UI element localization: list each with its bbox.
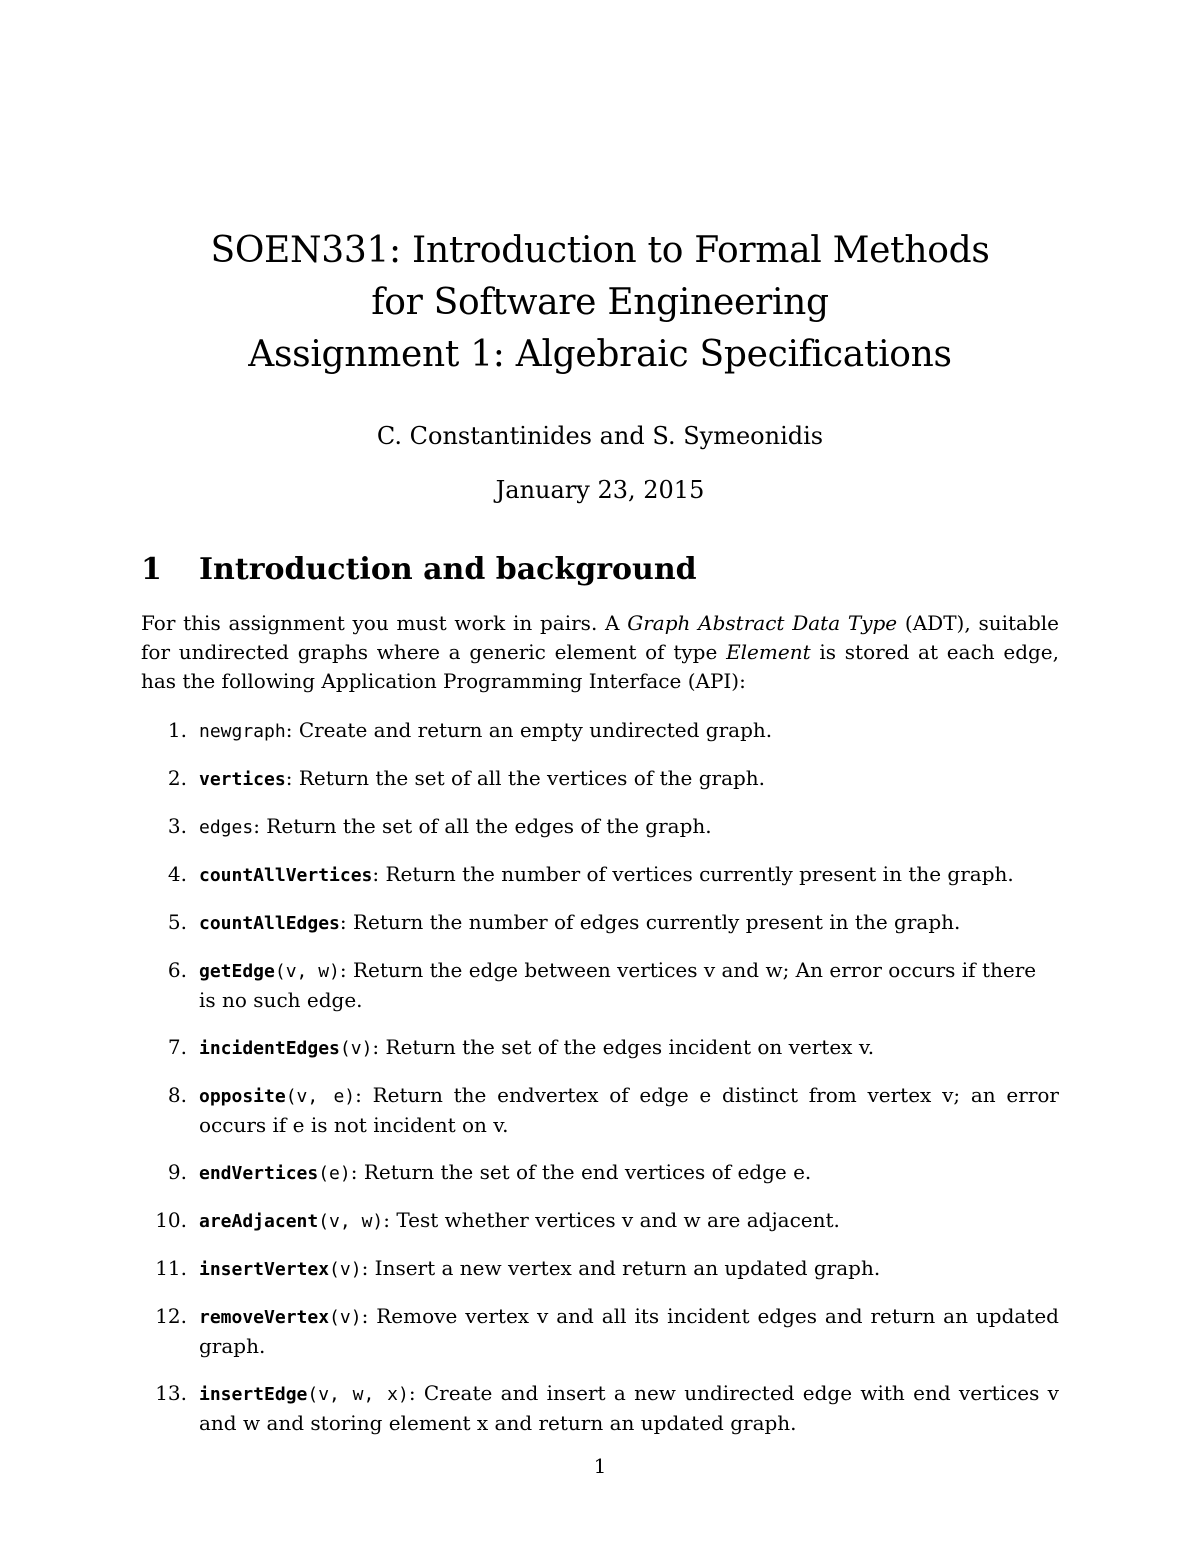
operation-args: (v, e) [285, 1086, 356, 1107]
item-separator: : [361, 1256, 375, 1280]
item-separator: : [383, 1208, 397, 1232]
item-number: 1. [167, 718, 187, 742]
operation-args: (v) [329, 1307, 362, 1328]
list-item [141, 716, 1059, 746]
title-line-3: Assignment 1: Algebraic Specifications [248, 334, 952, 375]
item-number: 7. [167, 1035, 187, 1059]
item-separator: : [361, 1304, 377, 1328]
operation-args: (v, w) [318, 1211, 384, 1232]
operation-name: edges [199, 817, 254, 838]
intro-text-1: For this assignment you must work in pairs. A [141, 611, 628, 635]
item-number: 13. [155, 1381, 187, 1405]
operation-name: newgraph [199, 721, 286, 742]
date: January 23, 2015 [495, 476, 705, 504]
item-separator: : [372, 1035, 386, 1059]
item-description: Return the number of vertices currently present in the graph. [385, 862, 1014, 886]
item-description: Create and insert a new undirected edge with end vertices v and w and storing element x and return an updated graph. [199, 1381, 1059, 1435]
section-number: 1 [141, 552, 162, 587]
item-number: 5. [167, 910, 187, 934]
item-separator: : [372, 862, 386, 886]
page-number: 1 [593, 1454, 607, 1478]
section-title: Introduction and background [199, 552, 697, 587]
operation-name: removeVertex [199, 1307, 330, 1328]
item-description: Create and return an empty undirected graph. [298, 718, 773, 742]
list-item [141, 1302, 1059, 1361]
list-item [141, 956, 1059, 1015]
item-description: Return the set of the end vertices of edge e. [363, 1160, 812, 1184]
item-separator: : [285, 766, 299, 790]
item-description: Return the set of all the vertices of the graph. [298, 766, 766, 790]
item-separator: : [253, 814, 267, 838]
item-number: 8. [167, 1083, 187, 1107]
list-item [141, 908, 1059, 938]
item-description: Return the set of all the edges of the graph. [266, 814, 712, 838]
item-number: 6. [167, 958, 187, 982]
list-item [141, 1081, 1059, 1140]
item-description: Return the edge between vertices v and w; An error occurs if there is no such edge. [199, 958, 1037, 1012]
list-item [141, 860, 1059, 890]
operation-args: (v, w, x) [307, 1384, 409, 1405]
item-description: Remove vertex v and all its incident edges and return an updated graph. [199, 1304, 1059, 1358]
item-number: 11. [155, 1256, 187, 1280]
intro-text-3: is stored at each edge, has the following Application Programming Interface (API): [141, 640, 1059, 693]
item-separator: : [285, 718, 299, 742]
item-separator: : [355, 1083, 373, 1107]
operation-name: endVertices [199, 1163, 319, 1184]
item-separator: : [350, 1160, 364, 1184]
operation-args: (v) [329, 1259, 362, 1280]
operation-name: areAdjacent [199, 1211, 319, 1232]
list-item [141, 1379, 1059, 1438]
operation-name: insertEdge [199, 1384, 308, 1405]
item-description: Return the set of the edges incident on vertex v. [385, 1035, 875, 1059]
operation-name: vertices [199, 769, 286, 790]
list-item [141, 1254, 1059, 1284]
api-list [141, 716, 1059, 1456]
item-number: 2. [167, 766, 187, 790]
list-item [141, 1158, 1059, 1188]
operation-name: incidentEdges [199, 1038, 340, 1059]
operation-name: countAllVertices [199, 865, 373, 886]
item-number: 9. [167, 1160, 187, 1184]
list-item [141, 1033, 1059, 1063]
title-block [0, 225, 1200, 505]
title-line-2: for Software Engineering [371, 282, 829, 323]
item-separator: : [339, 958, 353, 982]
item-separator: : [408, 1381, 424, 1405]
operation-name: insertVertex [199, 1259, 330, 1280]
intro-paragraph [141, 609, 1059, 696]
operation-name: opposite [199, 1086, 286, 1107]
intro-emphasis-2: Element [726, 640, 811, 664]
operation-name: getEdge [199, 961, 275, 982]
operation-name: countAllEdges [199, 913, 340, 934]
item-number: 12. [155, 1304, 187, 1328]
item-separator: : [339, 910, 353, 934]
item-number: 4. [167, 862, 187, 886]
item-description: Test whether vertices v and w are adjacent. [396, 1208, 840, 1232]
intro-text-2: (ADT), suitable for undirected graphs where a generic element of type [141, 611, 1059, 664]
item-description: Return the number of edges currently present in the graph. [353, 910, 961, 934]
operation-args: (e) [318, 1163, 351, 1184]
authors: C. Constantinides and S. Symeonidis [376, 422, 824, 450]
item-description: Return the endvertex of edge e distinct from vertex v; an error occurs if e is not incident on v. [199, 1083, 1059, 1137]
operation-args: (v) [339, 1038, 373, 1059]
list-item [141, 812, 1059, 842]
item-number: 10. [155, 1208, 187, 1232]
operation-args: (v, w) [274, 961, 340, 982]
title-line-1: SOEN331: Introduction to Formal Methods [210, 230, 990, 271]
item-number: 3. [167, 814, 187, 838]
section-heading [141, 550, 697, 590]
intro-emphasis-1: Graph Abstract Data Type [627, 611, 898, 635]
list-item [141, 764, 1059, 794]
item-description: Insert a new vertex and return an updated graph. [374, 1256, 881, 1280]
list-item [141, 1206, 1059, 1236]
